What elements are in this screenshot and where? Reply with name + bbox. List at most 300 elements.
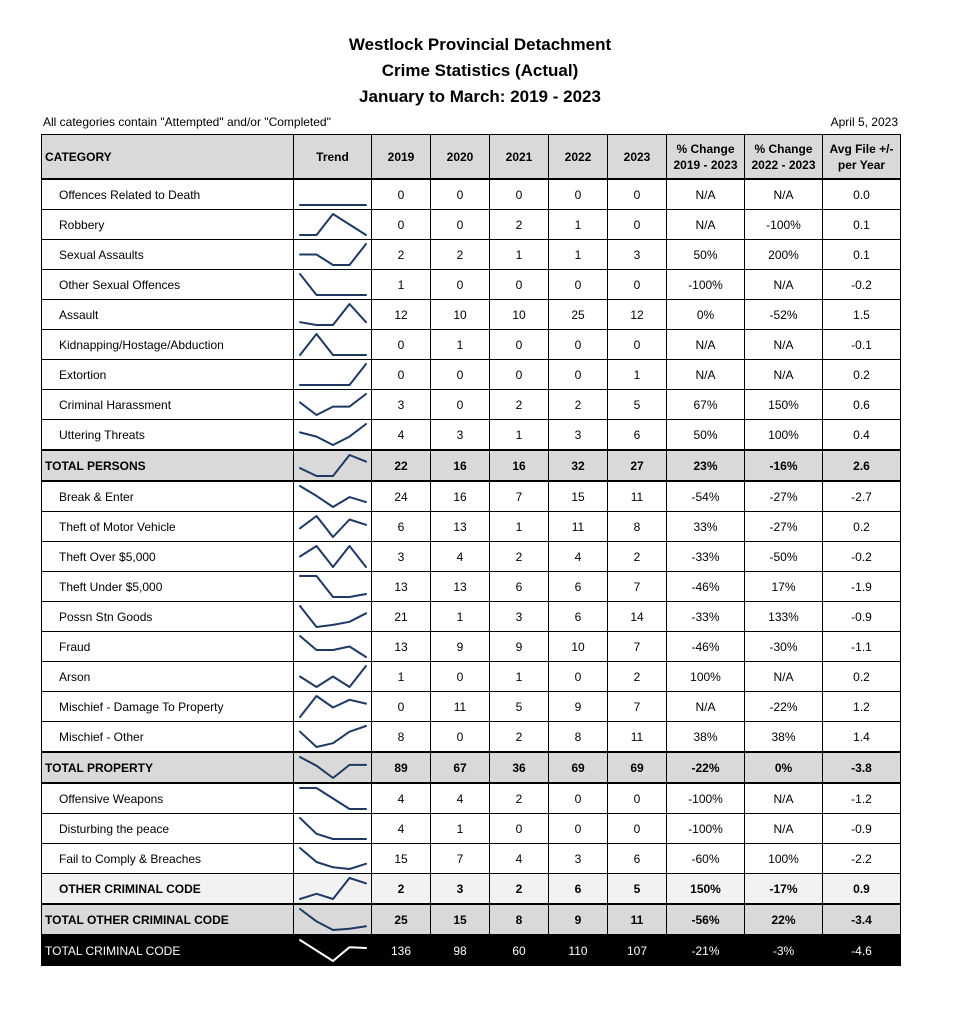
value-2021: 2 xyxy=(490,722,549,753)
value-2022: 0 xyxy=(549,330,608,360)
pct-change-2019-2023: -100% xyxy=(667,783,745,814)
value-2021: 2 xyxy=(490,874,549,905)
value-2023: 6 xyxy=(608,844,667,874)
avg-file-per-year: -3.4 xyxy=(823,904,901,935)
pct-change-2019-2023: 100% xyxy=(667,662,745,692)
avg-file-per-year: 0.2 xyxy=(823,360,901,390)
value-2020: 4 xyxy=(431,783,490,814)
trend-sparkline xyxy=(294,692,372,721)
value-2019: 4 xyxy=(372,783,431,814)
value-2023: 14 xyxy=(608,602,667,632)
trend-cell xyxy=(294,450,372,481)
avg-file-per-year: 0.4 xyxy=(823,420,901,451)
value-2019: 0 xyxy=(372,692,431,722)
trend-line xyxy=(300,424,366,445)
trend-cell xyxy=(294,662,372,692)
header-category: CATEGORY xyxy=(42,135,294,180)
table-row-extortion xyxy=(42,360,901,390)
trend-cell xyxy=(294,210,372,240)
avg-file-per-year: -3.8 xyxy=(823,752,901,783)
value-2020: 1 xyxy=(431,602,490,632)
value-2019: 3 xyxy=(372,390,431,420)
value-2023: 0 xyxy=(608,210,667,240)
value-2022: 0 xyxy=(549,360,608,390)
header-avg-file: Avg File +/- per Year xyxy=(823,135,901,180)
trend-sparkline xyxy=(294,753,372,782)
header-year-2021: 2021 xyxy=(490,135,549,180)
table-body xyxy=(42,179,901,966)
value-2022: 9 xyxy=(549,692,608,722)
category-cell: Offensive Weapons xyxy=(42,783,294,814)
value-2022: 0 xyxy=(549,270,608,300)
value-2021: 2 xyxy=(490,783,549,814)
trend-cell xyxy=(294,752,372,783)
table-row-offences-related-to-death xyxy=(42,179,901,210)
value-2023: 69 xyxy=(608,752,667,783)
value-2022: 9 xyxy=(549,904,608,935)
trend-sparkline xyxy=(294,210,372,239)
pct-change-2019-2023: N/A xyxy=(667,210,745,240)
pct-change-2019-2023: -46% xyxy=(667,572,745,602)
value-2022: 0 xyxy=(549,783,608,814)
trend-sparkline xyxy=(294,632,372,661)
table-row-total-property xyxy=(42,752,901,783)
value-2020: 0 xyxy=(431,722,490,753)
trend-sparkline xyxy=(294,482,372,511)
pct-change-2019-2023: -100% xyxy=(667,270,745,300)
category-cell: Sexual Assaults xyxy=(42,240,294,270)
trend-sparkline xyxy=(294,602,372,631)
value-2020: 0 xyxy=(431,210,490,240)
value-2023: 0 xyxy=(608,783,667,814)
pct-change-2022-2023: -100% xyxy=(745,210,823,240)
pct-change-2022-2023: 100% xyxy=(745,420,823,451)
value-2020: 16 xyxy=(431,450,490,481)
trend-cell xyxy=(294,360,372,390)
value-2021: 1 xyxy=(490,420,549,451)
value-2021: 60 xyxy=(490,935,549,966)
value-2019: 12 xyxy=(372,300,431,330)
value-2020: 0 xyxy=(431,662,490,692)
pct-change-2022-2023: -50% xyxy=(745,542,823,572)
avg-file-per-year: 0.1 xyxy=(823,240,901,270)
value-2019: 3 xyxy=(372,542,431,572)
trend-line xyxy=(300,878,366,899)
value-2020: 0 xyxy=(431,390,490,420)
trend-line xyxy=(300,455,366,476)
value-2020: 13 xyxy=(431,512,490,542)
avg-file-per-year: 1.5 xyxy=(823,300,901,330)
trend-line xyxy=(300,909,366,930)
trend-line xyxy=(300,214,366,235)
value-2021: 36 xyxy=(490,752,549,783)
trend-cell xyxy=(294,420,372,451)
table-row-criminal-harassment xyxy=(42,390,901,420)
trend-cell xyxy=(294,935,372,966)
value-2023: 27 xyxy=(608,450,667,481)
trend-line xyxy=(300,606,366,627)
pct-change-2019-2023: -46% xyxy=(667,632,745,662)
value-2020: 7 xyxy=(431,844,490,874)
trend-sparkline xyxy=(294,512,372,541)
trend-sparkline xyxy=(294,360,372,389)
value-2023: 2 xyxy=(608,662,667,692)
avg-file-per-year: -0.9 xyxy=(823,814,901,844)
avg-file-per-year: -0.2 xyxy=(823,270,901,300)
value-2022: 0 xyxy=(549,179,608,210)
trend-line xyxy=(300,757,366,778)
value-2022: 3 xyxy=(549,844,608,874)
header-year-2022: 2022 xyxy=(549,135,608,180)
table-row-arson xyxy=(42,662,901,692)
table-row-offensive-weapons xyxy=(42,783,901,814)
value-2019: 0 xyxy=(372,360,431,390)
trend-cell xyxy=(294,179,372,210)
value-2021: 0 xyxy=(490,360,549,390)
value-2023: 11 xyxy=(608,481,667,512)
value-2023: 0 xyxy=(608,179,667,210)
pct-change-2022-2023: N/A xyxy=(745,330,823,360)
trend-line xyxy=(300,274,366,295)
category-cell: Fraud xyxy=(42,632,294,662)
avg-file-per-year: 0.0 xyxy=(823,179,901,210)
table-row-other-sexual-offences xyxy=(42,270,901,300)
trend-sparkline xyxy=(294,330,372,359)
value-2022: 10 xyxy=(549,632,608,662)
value-2020: 67 xyxy=(431,752,490,783)
table-row-disturbing-the-peace xyxy=(42,814,901,844)
trend-line xyxy=(300,546,366,567)
avg-file-per-year: -1.9 xyxy=(823,572,901,602)
value-2019: 1 xyxy=(372,662,431,692)
trend-cell xyxy=(294,512,372,542)
trend-line xyxy=(300,394,366,415)
pct-change-2022-2023: -22% xyxy=(745,692,823,722)
category-cell: Arson xyxy=(42,662,294,692)
table-row-mischief-other xyxy=(42,722,901,753)
category-cell: Theft Over $5,000 xyxy=(42,542,294,572)
value-2022: 6 xyxy=(549,602,608,632)
avg-file-per-year: 0.9 xyxy=(823,874,901,905)
value-2021: 2 xyxy=(490,542,549,572)
pct-change-2019-2023: 0% xyxy=(667,300,745,330)
report-title-line-1: Westlock Provincial Detachment xyxy=(348,35,612,54)
header-year-2019: 2019 xyxy=(372,135,431,180)
trend-line xyxy=(300,666,366,687)
category-cell: Uttering Threats xyxy=(42,420,294,451)
header-year-2020: 2020 xyxy=(431,135,490,180)
value-2021: 0 xyxy=(490,330,549,360)
trend-sparkline xyxy=(294,542,372,571)
value-2019: 21 xyxy=(372,602,431,632)
trend-cell xyxy=(294,904,372,935)
pct-change-2019-2023: 50% xyxy=(667,240,745,270)
trend-line xyxy=(300,516,366,537)
value-2022: 1 xyxy=(549,210,608,240)
avg-file-per-year: 1.4 xyxy=(823,722,901,753)
trend-line xyxy=(300,334,366,355)
trend-sparkline xyxy=(294,844,372,873)
header-row xyxy=(42,135,901,180)
table-row-break-enter xyxy=(42,481,901,512)
value-2022: 0 xyxy=(549,814,608,844)
trend-cell xyxy=(294,692,372,722)
value-2021: 0 xyxy=(490,270,549,300)
value-2020: 0 xyxy=(431,270,490,300)
pct-change-2022-2023: N/A xyxy=(745,662,823,692)
table-row-total-persons xyxy=(42,450,901,481)
value-2019: 0 xyxy=(372,179,431,210)
trend-sparkline xyxy=(294,722,372,751)
avg-file-per-year: -0.1 xyxy=(823,330,901,360)
value-2019: 136 xyxy=(372,935,431,966)
category-cell: Other Sexual Offences xyxy=(42,270,294,300)
trend-line xyxy=(300,848,366,869)
category-cell: Robbery xyxy=(42,210,294,240)
pct-change-2019-2023: N/A xyxy=(667,179,745,210)
value-2023: 8 xyxy=(608,512,667,542)
value-2021: 1 xyxy=(490,662,549,692)
trend-line xyxy=(300,726,366,747)
pct-change-2022-2023: -27% xyxy=(745,481,823,512)
category-cell: TOTAL PROPERTY xyxy=(42,752,294,783)
avg-file-per-year: -2.7 xyxy=(823,481,901,512)
pct-change-2019-2023: -56% xyxy=(667,904,745,935)
value-2021: 5 xyxy=(490,692,549,722)
value-2023: 3 xyxy=(608,240,667,270)
trend-line xyxy=(300,486,366,507)
value-2023: 5 xyxy=(608,874,667,905)
value-2021: 7 xyxy=(490,481,549,512)
value-2022: 1 xyxy=(549,240,608,270)
trend-cell xyxy=(294,300,372,330)
value-2022: 69 xyxy=(549,752,608,783)
pct-change-2022-2023: N/A xyxy=(745,360,823,390)
pct-change-2019-2023: N/A xyxy=(667,692,745,722)
pct-change-2019-2023: 67% xyxy=(667,390,745,420)
value-2021: 9 xyxy=(490,632,549,662)
value-2023: 11 xyxy=(608,722,667,753)
value-2019: 22 xyxy=(372,450,431,481)
value-2020: 4 xyxy=(431,542,490,572)
trend-cell xyxy=(294,330,372,360)
value-2019: 25 xyxy=(372,904,431,935)
value-2020: 1 xyxy=(431,330,490,360)
avg-file-per-year: -2.2 xyxy=(823,844,901,874)
trend-cell xyxy=(294,542,372,572)
table-row-total-criminal-code xyxy=(42,935,901,966)
value-2019: 24 xyxy=(372,481,431,512)
value-2023: 7 xyxy=(608,692,667,722)
pct-change-2019-2023: N/A xyxy=(667,360,745,390)
pct-change-2022-2023: 38% xyxy=(745,722,823,753)
value-2023: 5 xyxy=(608,390,667,420)
category-cell: Extortion xyxy=(42,360,294,390)
value-2021: 3 xyxy=(490,602,549,632)
trend-line xyxy=(300,818,366,839)
category-cell: Criminal Harassment xyxy=(42,390,294,420)
pct-change-2019-2023: 38% xyxy=(667,722,745,753)
categories-note: All categories contain "Attempted" and/or "Completed" xyxy=(43,115,331,129)
pct-change-2019-2023: -33% xyxy=(667,602,745,632)
value-2020: 10 xyxy=(431,300,490,330)
table-row-fail-to-comply-breaches xyxy=(42,844,901,874)
value-2019: 2 xyxy=(372,240,431,270)
value-2021: 1 xyxy=(490,240,549,270)
value-2020: 16 xyxy=(431,481,490,512)
value-2019: 6 xyxy=(372,512,431,542)
value-2019: 89 xyxy=(372,752,431,783)
pct-change-2019-2023: -33% xyxy=(667,542,745,572)
category-cell: Possn Stn Goods xyxy=(42,602,294,632)
category-cell: Assault xyxy=(42,300,294,330)
value-2021: 4 xyxy=(490,844,549,874)
trend-sparkline xyxy=(294,451,372,480)
trend-line xyxy=(300,636,366,657)
value-2022: 11 xyxy=(549,512,608,542)
pct-change-2022-2023: -17% xyxy=(745,874,823,905)
pct-change-2022-2023: -27% xyxy=(745,512,823,542)
trend-cell xyxy=(294,632,372,662)
value-2020: 0 xyxy=(431,179,490,210)
trend-cell xyxy=(294,783,372,814)
trend-line xyxy=(300,696,366,717)
value-2019: 4 xyxy=(372,814,431,844)
avg-file-per-year: -1.1 xyxy=(823,632,901,662)
pct-change-2019-2023: 150% xyxy=(667,874,745,905)
trend-line xyxy=(300,788,366,809)
value-2021: 16 xyxy=(490,450,549,481)
table-row-possn-stn-goods xyxy=(42,602,901,632)
value-2022: 3 xyxy=(549,420,608,451)
trend-cell xyxy=(294,844,372,874)
trend-cell xyxy=(294,874,372,905)
trend-line xyxy=(300,304,366,325)
trend-line xyxy=(300,364,366,385)
pct-change-2022-2023: N/A xyxy=(745,270,823,300)
category-cell: TOTAL OTHER CRIMINAL CODE xyxy=(42,904,294,935)
trend-sparkline xyxy=(294,420,372,449)
table-row-fraud xyxy=(42,632,901,662)
report-date: April 5, 2023 xyxy=(830,115,898,129)
report-title-line-3: January to March: 2019 - 2023 xyxy=(359,87,601,106)
table-row-theft-under-5-000 xyxy=(42,572,901,602)
value-2019: 8 xyxy=(372,722,431,753)
pct-change-2019-2023: -100% xyxy=(667,814,745,844)
trend-line xyxy=(300,940,366,961)
value-2023: 7 xyxy=(608,572,667,602)
value-2021: 2 xyxy=(490,390,549,420)
value-2022: 0 xyxy=(549,662,608,692)
value-2019: 13 xyxy=(372,572,431,602)
avg-file-per-year: 0.2 xyxy=(823,662,901,692)
pct-change-2022-2023: -30% xyxy=(745,632,823,662)
avg-file-per-year: 0.6 xyxy=(823,390,901,420)
category-cell: TOTAL CRIMINAL CODE xyxy=(42,935,294,966)
avg-file-per-year: 1.2 xyxy=(823,692,901,722)
value-2022: 4 xyxy=(549,542,608,572)
value-2021: 1 xyxy=(490,512,549,542)
avg-file-per-year: 2.6 xyxy=(823,450,901,481)
value-2022: 110 xyxy=(549,935,608,966)
category-cell: Offences Related to Death xyxy=(42,179,294,210)
pct-change-2022-2023: -52% xyxy=(745,300,823,330)
table-row-other-criminal-code xyxy=(42,874,901,905)
pct-change-2022-2023: 133% xyxy=(745,602,823,632)
avg-file-per-year: 0.1 xyxy=(823,210,901,240)
pct-change-2022-2023: 100% xyxy=(745,844,823,874)
value-2022: 25 xyxy=(549,300,608,330)
value-2020: 3 xyxy=(431,874,490,905)
pct-change-2022-2023: -3% xyxy=(745,935,823,966)
category-cell: Theft Under $5,000 xyxy=(42,572,294,602)
avg-file-per-year: 0.2 xyxy=(823,512,901,542)
pct-change-2019-2023: 23% xyxy=(667,450,745,481)
table-row-robbery xyxy=(42,210,901,240)
pct-change-2022-2023: N/A xyxy=(745,814,823,844)
pct-change-2019-2023: 50% xyxy=(667,420,745,451)
value-2019: 13 xyxy=(372,632,431,662)
category-cell: Disturbing the peace xyxy=(42,814,294,844)
header-pct-change-2019-2023: % Change 2019 - 2023 xyxy=(667,135,745,180)
category-cell: Kidnapping/Hostage/Abduction xyxy=(42,330,294,360)
pct-change-2019-2023: -60% xyxy=(667,844,745,874)
category-cell: Break & Enter xyxy=(42,481,294,512)
value-2023: 0 xyxy=(608,270,667,300)
trend-sparkline xyxy=(294,240,372,269)
trend-cell xyxy=(294,240,372,270)
pct-change-2019-2023: -54% xyxy=(667,481,745,512)
table-row-uttering-threats xyxy=(42,420,901,451)
pct-change-2022-2023: 200% xyxy=(745,240,823,270)
value-2020: 1 xyxy=(431,814,490,844)
value-2019: 0 xyxy=(372,210,431,240)
value-2019: 15 xyxy=(372,844,431,874)
value-2020: 3 xyxy=(431,420,490,451)
pct-change-2019-2023: 33% xyxy=(667,512,745,542)
value-2021: 8 xyxy=(490,904,549,935)
category-cell: Fail to Comply & Breaches xyxy=(42,844,294,874)
avg-file-per-year: -0.2 xyxy=(823,542,901,572)
value-2022: 15 xyxy=(549,481,608,512)
category-cell: Mischief - Other xyxy=(42,722,294,753)
table-row-kidnapping-hostage-abduction xyxy=(42,330,901,360)
trend-cell xyxy=(294,572,372,602)
category-cell: Mischief - Damage To Property xyxy=(42,692,294,722)
table-row-theft-of-motor-vehicle xyxy=(42,512,901,542)
table-row-total-other-criminal-code xyxy=(42,904,901,935)
value-2023: 0 xyxy=(608,814,667,844)
category-cell: OTHER CRIMINAL CODE xyxy=(42,874,294,905)
value-2019: 4 xyxy=(372,420,431,451)
trend-sparkline xyxy=(294,300,372,329)
avg-file-per-year: -1.2 xyxy=(823,783,901,814)
category-cell: Theft of Motor Vehicle xyxy=(42,512,294,542)
trend-sparkline xyxy=(294,662,372,691)
trend-cell xyxy=(294,602,372,632)
value-2020: 11 xyxy=(431,692,490,722)
value-2021: 10 xyxy=(490,300,549,330)
value-2022: 8 xyxy=(549,722,608,753)
pct-change-2022-2023: 17% xyxy=(745,572,823,602)
pct-change-2019-2023: -21% xyxy=(667,935,745,966)
value-2023: 11 xyxy=(608,904,667,935)
value-2019: 0 xyxy=(372,330,431,360)
pct-change-2022-2023: 150% xyxy=(745,390,823,420)
trend-sparkline xyxy=(294,270,372,299)
trend-cell xyxy=(294,722,372,753)
value-2022: 6 xyxy=(549,572,608,602)
